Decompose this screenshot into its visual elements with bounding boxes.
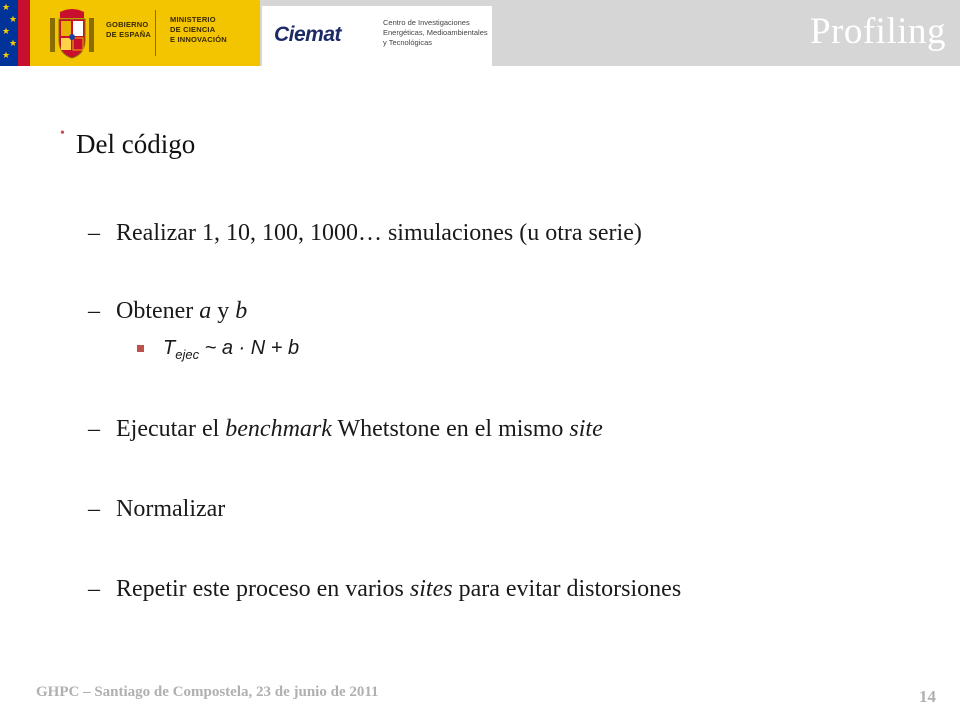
ciemat-desc-line-2: Energéticas, Medioambientales xyxy=(383,28,488,37)
list-item-benchmark xyxy=(88,416,603,443)
ministry-line-3: E INNOVACIÓN xyxy=(170,35,227,44)
formula-t: T xyxy=(163,337,176,359)
square-bullet-icon xyxy=(137,345,144,352)
list-item-repeat xyxy=(88,576,681,603)
item-text: Realizar 1, 10, 100, 1000… simulaciones (u otra serie) xyxy=(116,220,642,246)
page-number: 14 xyxy=(919,687,936,706)
variable-b: b xyxy=(235,298,248,324)
main-bullet-icon: • xyxy=(60,126,65,141)
dash-icon: – xyxy=(88,496,100,522)
ciemat-logo-block xyxy=(262,6,492,66)
ciemat-desc-line-1: Centro de Investigaciones xyxy=(383,18,470,27)
ministry-line-1: MINISTERIO xyxy=(170,15,216,24)
ministry-line-2: DE CIENCIA xyxy=(170,25,216,34)
slide-title: Profiling xyxy=(809,11,946,52)
emphasis-benchmark: benchmark xyxy=(225,416,332,442)
variable-a: a xyxy=(199,298,212,324)
formula-rest: ~ a · N + b xyxy=(199,337,300,359)
formula-subscript: ejec xyxy=(175,347,200,362)
item-text: Obtener xyxy=(116,298,200,324)
dash-icon: – xyxy=(88,220,100,246)
coat-of-arms-icon xyxy=(46,6,98,60)
eu-flag-icon: ★ ★ ★ ★ ★ xyxy=(0,0,18,66)
gov-espana-label xyxy=(106,20,151,40)
gov-divider xyxy=(155,10,156,56)
item-text: Normalizar xyxy=(116,496,226,522)
header-band xyxy=(0,0,960,66)
item-text: Ejecutar el xyxy=(116,416,226,442)
dash-icon: – xyxy=(88,416,100,442)
formula xyxy=(163,337,299,362)
list-item-normalize xyxy=(88,496,225,523)
list-item-simulations xyxy=(88,220,642,247)
list-item-obtain xyxy=(88,298,247,325)
item-text: para evitar distorsiones xyxy=(452,576,682,602)
emphasis-site: site xyxy=(569,416,603,442)
government-logo xyxy=(0,0,260,66)
dash-icon: – xyxy=(88,576,100,602)
ministry-label xyxy=(170,15,227,45)
gov-line-2: DE ESPAÑA xyxy=(106,30,152,39)
ciemat-desc-line-3: y Tecnológicas xyxy=(383,38,433,47)
ciemat-logo: Ciemat xyxy=(274,23,342,46)
footer-text: GHPC – Santiago de Compostela, 23 de junio de 2011 xyxy=(36,684,379,700)
item-text: Whetstone en el mismo xyxy=(331,416,570,442)
gov-line-1: GOBIERNO xyxy=(106,20,149,29)
item-text: y xyxy=(211,298,236,324)
section-heading: Del código xyxy=(76,129,196,159)
ciemat-description xyxy=(383,18,488,48)
dash-icon: – xyxy=(88,298,100,324)
emphasis-sites: sites xyxy=(409,576,453,602)
item-text: Repetir este proceso en varios xyxy=(116,576,410,602)
